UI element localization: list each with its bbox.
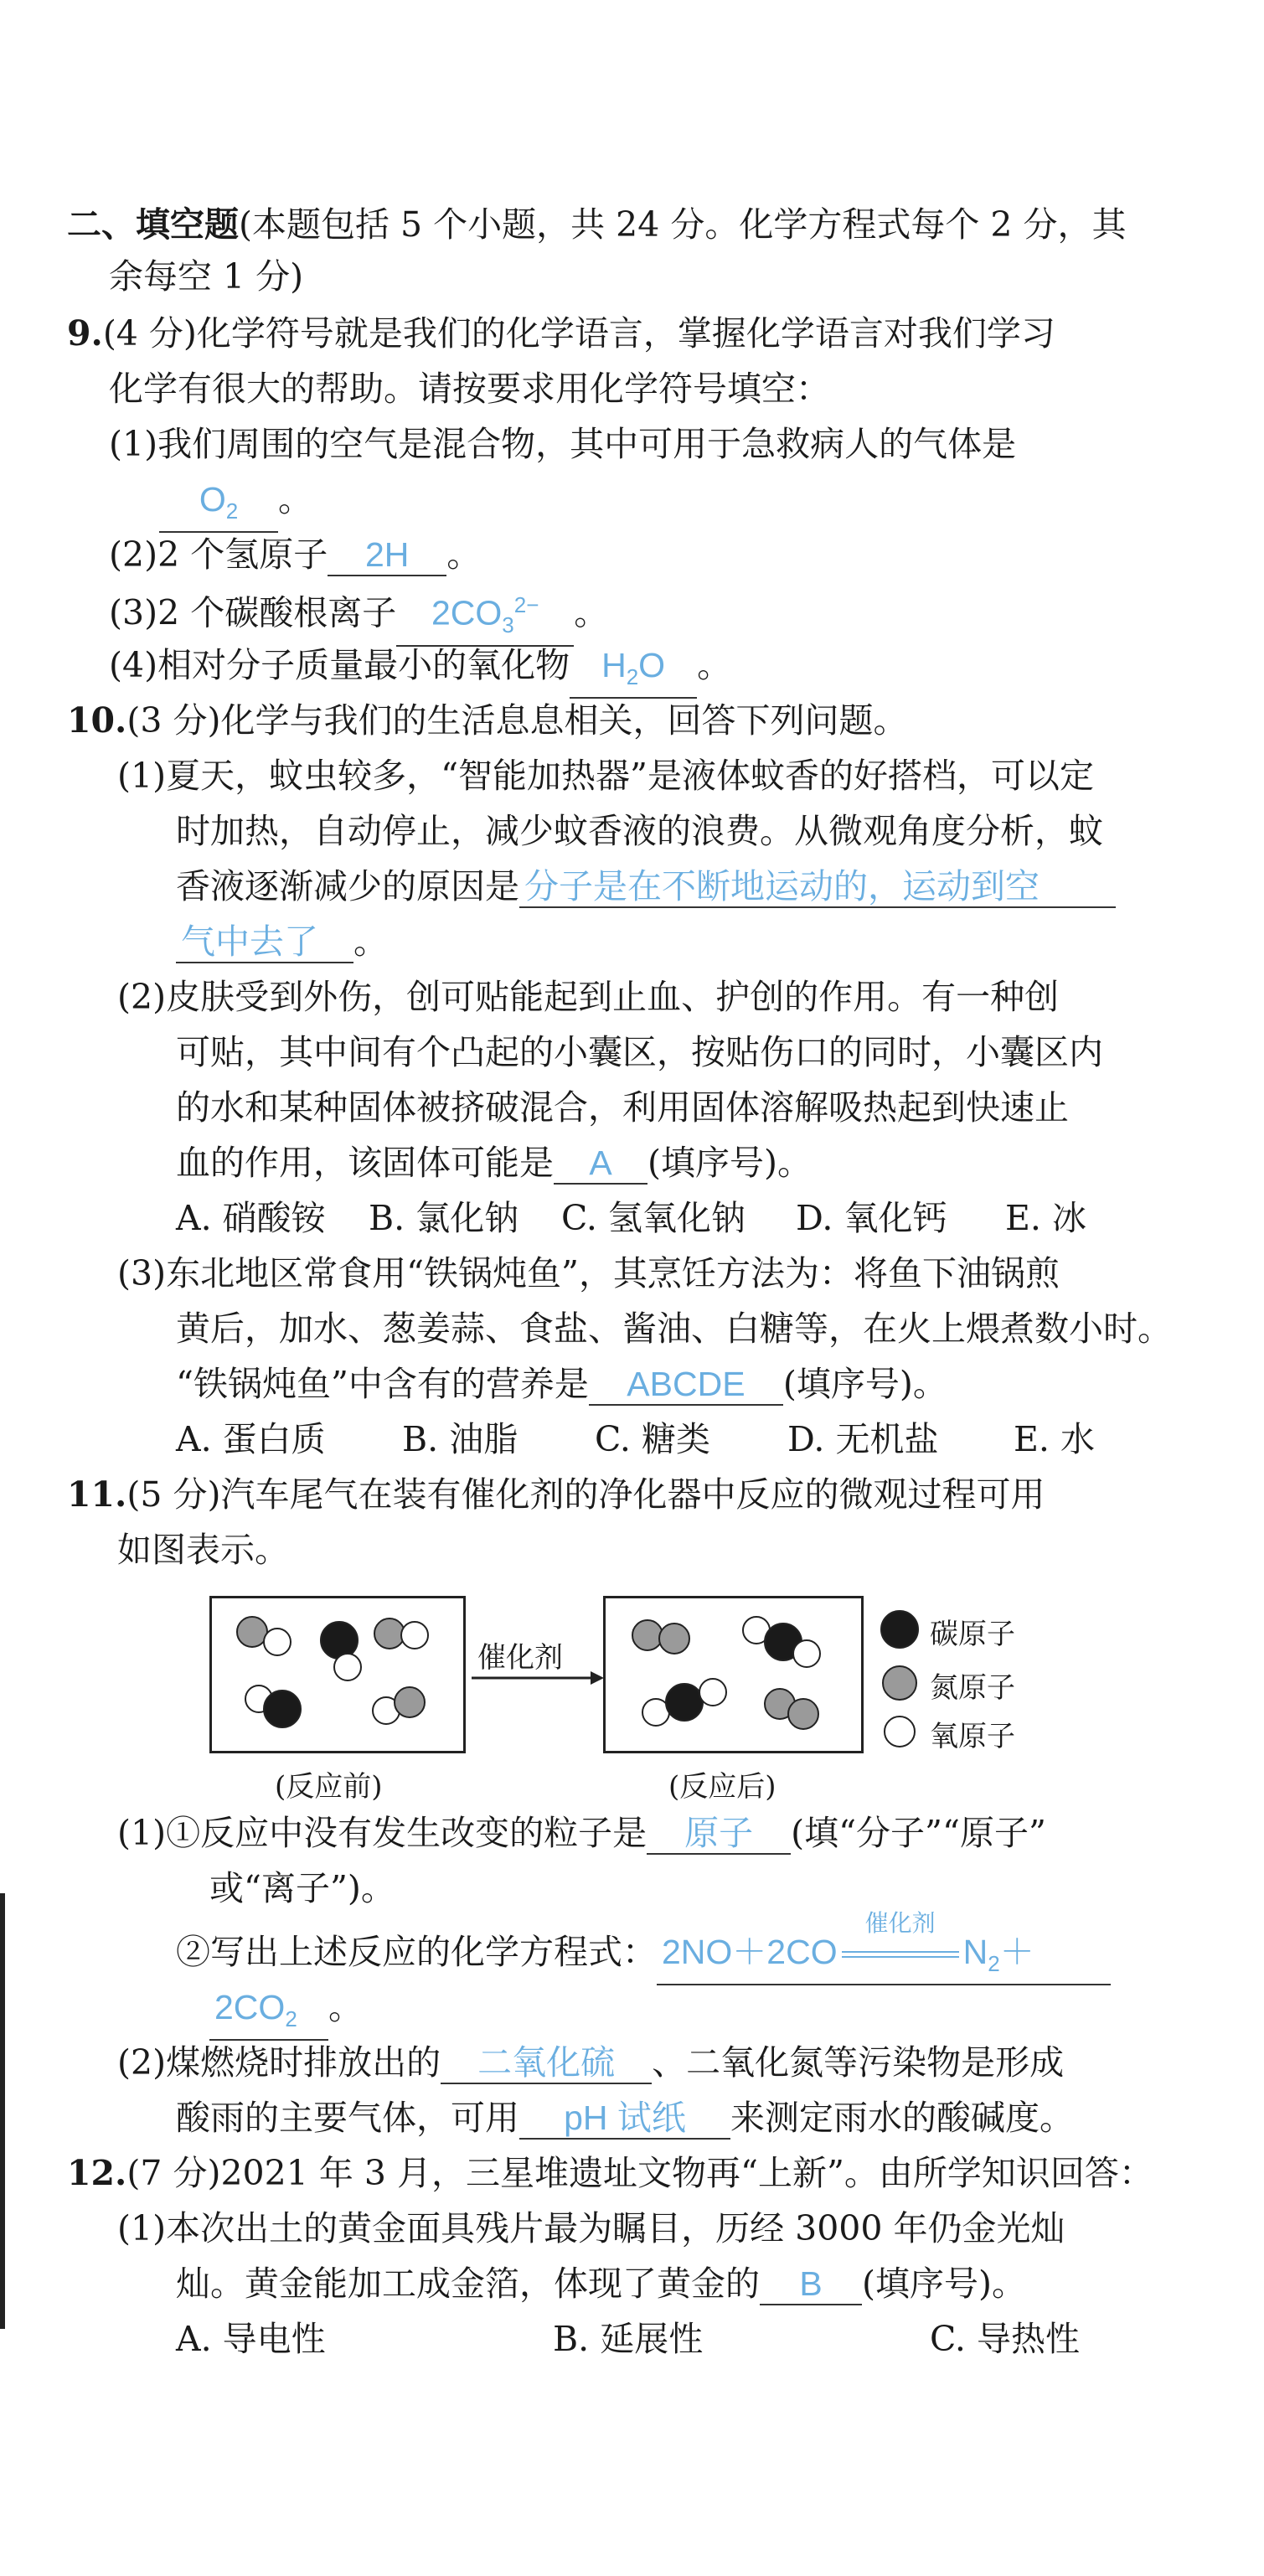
option: E. 水	[1014, 1419, 1095, 1459]
nitrogen-atom	[237, 1617, 267, 1647]
q9-answer1: $O_2$	[159, 479, 278, 533]
q10-part1-line4: 气中去了 。	[176, 916, 1264, 967]
q10-part2-line3: 的水和某种固体被挤破混合，利用固体溶解吸热起到快速止	[176, 1087, 1069, 1128]
option: B. 氯化钠	[369, 1198, 519, 1238]
option: D. 无机盐	[787, 1419, 939, 1459]
reaction-diagram	[209, 1596, 1131, 1814]
option: E. 冰	[1005, 1198, 1086, 1238]
legend-nitrogen: 氮原子	[930, 1671, 1015, 1705]
q12-answer1: B	[760, 2264, 862, 2305]
oxygen-legend-icon	[885, 1716, 915, 1747]
q10-part3-options	[176, 1414, 1264, 1464]
q9-answer3: $2CO_3^{2-}$	[396, 585, 574, 647]
q10-number: 10.	[67, 700, 127, 741]
oxygen-atom	[401, 1622, 428, 1649]
q10-answer2: A	[554, 1143, 647, 1185]
q11-number: 11.	[67, 1474, 127, 1515]
q11-equation-answer: 2NO＋2CO 催化剂 $N_2+$	[657, 1932, 1111, 1985]
oxygen-atom	[264, 1629, 291, 1655]
q10-answer1-part2: 气中去了	[176, 921, 353, 963]
q9-part1: (1)我们周围的空气是混合物，其中可用于急救病人的气体是	[109, 424, 1017, 464]
q9-answer4: $H_2O$	[570, 645, 697, 699]
q10-part3-line3: “铁锅炖鱼”中含有的营养是 ABCDE (填序号)。	[176, 1364, 947, 1404]
catalyst-condition: 催化剂	[864, 1910, 936, 1936]
q11-answer1: 原子	[647, 1813, 791, 1855]
option: A. 导电性	[176, 2319, 326, 2359]
products-box	[603, 1596, 864, 1753]
legend-carbon: 碳原子	[930, 1618, 1015, 1651]
q11-part1-line4: $2CO_2$ 。	[209, 1982, 1264, 2041]
catalyst-label: 催化剂	[477, 1641, 563, 1675]
margin-bar	[0, 1893, 5, 2329]
section-intro-cont: 余每空 1 分)	[109, 256, 304, 297]
q10-part3-line2: 黄后，加水、葱姜蒜、食盐、酱油、白糖等，在火上煨煮数小时。	[176, 1309, 1172, 1349]
q11-equation-answer-cont: $2CO_2$	[209, 1987, 328, 2041]
option: C. 氢氧化钠	[561, 1198, 746, 1238]
q11-part1-line3: ②写出上述反应的化学方程式： 2NO＋2CO 催化剂 $N_2+$	[176, 1927, 1264, 1985]
q12-number: 12.	[67, 2153, 127, 2193]
q12-part1-line1: (1)本次出土的黄金面具残片最为瞩目，历经 3000 年仍金光灿	[117, 2208, 1065, 2248]
q10-part1-line1: (1)夏天，蚊虫较多，“智能加热器”是液体蚊香的好搭档，可以定	[117, 756, 1094, 796]
q10-answer3: ABCDE	[589, 1364, 783, 1406]
q10-part2-line1: (2)皮肤受到外伤，创可贴能起到止血、护创的作用。有一种创	[117, 977, 1060, 1017]
q10-part2-options	[176, 1193, 1264, 1243]
q11-part2-line1: (2)煤燃烧时排放出的 二氧化硫 、二氧化氮等污染物是形成	[117, 2042, 1065, 2083]
q11-answer2b: pH 试纸	[519, 2098, 730, 2140]
q9-part3: (3)2 个碳酸根离子 $2CO_3^{2-}$ 。	[109, 585, 1264, 647]
q9-part4: (4)相对分子质量最小的氧化物 $H_2O$ 。	[109, 640, 1264, 699]
after-caption: (反应后)	[668, 1770, 776, 1804]
q10-part1-line2: 时加热，自动停止，减少蚊香液的浪费。从微观角度分析，蚊	[176, 811, 1103, 851]
q12-part1-line2: 灿。黄金能加工成金箔，体现了黄金的 B (填序号)。	[176, 2264, 1026, 2304]
reactant-molecules	[212, 1598, 463, 1751]
nitrogen-atom	[659, 1624, 689, 1654]
section-title: 二、填空题	[67, 204, 239, 245]
nitrogen-atom	[374, 1618, 405, 1649]
q10-part3-line1: (3)东北地区常食用“铁锅炖鱼”，其烹饪方法为：将鱼下油锅煎	[117, 1253, 1060, 1293]
carbon-atom	[321, 1622, 358, 1659]
q10-part2-line4: 血的作用，该固体可能是 A (填序号)。	[176, 1143, 812, 1183]
q9-stem-line1	[67, 308, 1264, 359]
before-caption: (反应前)	[275, 1770, 383, 1804]
q10-part1-line3: 香液逐渐减少的原因是 分子是在不断地运动的，运动到空	[176, 861, 1264, 911]
nitrogen-legend-icon	[883, 1666, 916, 1700]
q9-stem1: (4 分)化学符号就是我们的化学语言，掌握化学语言对我们学习	[102, 313, 1055, 354]
q11-part1-line2: 或“离子”)。	[209, 1868, 395, 1908]
q10-answer1-part1: 分子是在不断地运动的，运动到空	[519, 866, 1116, 908]
product-molecules	[606, 1598, 861, 1751]
carbon-atom	[666, 1684, 703, 1721]
q9-stem-line2: 化学有很大的帮助。请按要求用化学符号填空：	[109, 369, 830, 409]
oxygen-atom	[793, 1640, 820, 1667]
q12-stem: 12.(7 分)2021 年 3 月，三星堆遗址文物再“上新”。由所学知识回答：	[67, 2153, 1153, 2193]
option: C. 导热性	[930, 2319, 1080, 2359]
option: B. 延展性	[553, 2319, 704, 2359]
q9-number: 9.	[67, 313, 103, 354]
q10-stem: 10.(3 分)化学与我们的生活息息相关，回答下列问题。	[67, 700, 908, 741]
reaction-arrow	[838, 1910, 963, 1972]
q11-stem-line2: 如图表示。	[117, 1530, 289, 1570]
option: C. 糖类	[595, 1419, 710, 1459]
q10-part2-line2: 可贴，其中间有个凸起的小囊区，按贴伤口的同时，小囊区内	[176, 1032, 1103, 1072]
legend-symbols	[880, 1596, 921, 1755]
nitrogen-atom	[395, 1687, 425, 1717]
q11-answer2a: 二氧化硫	[441, 2042, 652, 2084]
section-intro: (本题包括 5 个小题，共 24 分。化学方程式每个 2 分，其	[239, 204, 1127, 245]
q12-options	[176, 2314, 1264, 2364]
nitrogen-atom	[788, 1699, 818, 1729]
option: D. 氧化钙	[796, 1198, 947, 1238]
nitrogen-atom	[632, 1620, 663, 1650]
option: B. 油脂	[402, 1419, 518, 1459]
q11-stem-line1: 11.(5 分)汽车尾气在装有催化剂的净化器中反应的微观过程可用	[67, 1474, 1045, 1515]
oxygen-atom	[334, 1654, 361, 1680]
q9-answer2: 2H	[328, 534, 446, 576]
legend-oxygen: 氧原子	[930, 1720, 1015, 1753]
q11-part2-line2: 酸雨的主要气体，可用 pH 试纸 来测定雨水的酸碱度。	[176, 2098, 1074, 2138]
section-header	[67, 199, 1264, 250]
q9-part1-answer-line: $O_2$ 。	[159, 474, 1264, 533]
reactants-box	[209, 1596, 466, 1753]
q9-part2: (2)2 个氢原子 2H 。	[109, 534, 482, 575]
option: A. 蛋白质	[176, 1419, 326, 1459]
option: A. 硝酸铵	[176, 1198, 326, 1238]
carbon-legend-icon	[881, 1611, 918, 1648]
carbon-atom	[264, 1691, 301, 1727]
oxygen-atom	[699, 1679, 726, 1706]
q11-part1-line1: (1)①反应中没有发生改变的粒子是 原子 (填“分子”“原子”	[117, 1813, 1046, 1853]
